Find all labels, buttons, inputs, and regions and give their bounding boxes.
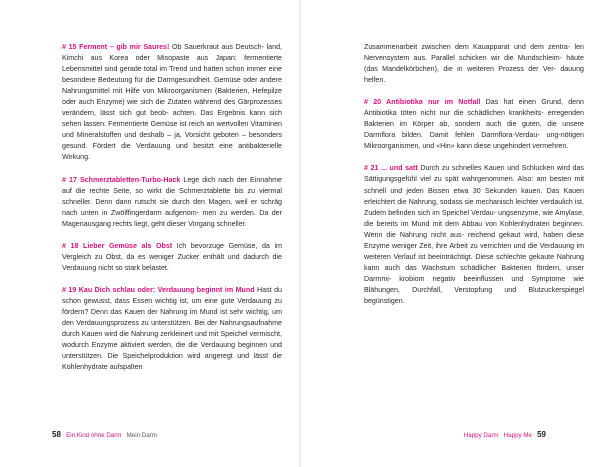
text-line: krobiom negativ beeinflussen und Symptome wie Blähungen, [364, 274, 584, 294]
text-line: während des Gärprozesses verändern, lässt sich gut beob- [62, 98, 282, 118]
text-line: weil er schräg nach unten in Zwölffingerdarm aufgenom- [62, 197, 282, 217]
book-title: Ein Kind ohne Darm [66, 432, 122, 439]
text-line: land, Kimchi aus Korea oder Misopaste aus Japan: fermentierte [62, 43, 282, 63]
text-line: das Wachstum schädlicher Bakterien fördern, unser Darmmi- [364, 263, 584, 283]
text-line: Gemüse ist reich an wertvollen Vitaminen und Mineralstoffen [62, 120, 282, 140]
text-line: erregenden Bakterien im Körper ab, sondern auch die guten, [364, 109, 584, 129]
section-21 [364, 163, 584, 307]
text-line: durch Kauen wird die Nahrung zerkleinert und mit Speichel vermischt, [62, 330, 282, 339]
right-footer [464, 430, 546, 439]
text-line: Antibiotika töten nicht nur die schädlichen krankheits- [364, 109, 544, 118]
text-line: Lebensmittel sind gerade total im Trend und hatten schon immer [62, 65, 267, 74]
section-heading: # 19 Kau Dich schlau oder: Verdauung beginnt im Mund [62, 285, 255, 294]
left-footer [52, 430, 157, 439]
text-line: und deshalb – ja, Vorsicht geboten – besonders gesund. Fördert [62, 131, 282, 151]
text-line: das Sättigungsgefühl viel zu spät wahrgenommen. Also: am [364, 164, 584, 184]
section-20 [364, 97, 584, 152]
section-19-continued [364, 42, 584, 86]
section-heading: # 15 Ferment – gib mir Saures! [62, 43, 170, 51]
text-line: Lege dich nach der [183, 175, 247, 184]
left-page-column [62, 42, 282, 373]
text-line: dauung helfen. [364, 65, 584, 85]
text-line: die Verdauung und besitzt eine antibakterielle Wirkung. [62, 142, 282, 162]
text-line: oder andere Nahrungsmittel mit Hilfe von Mikroorganismen [62, 76, 282, 96]
section-heading: # 21 ... und satt [364, 164, 418, 173]
section-heading: # 17 Schmerztabletten-Turbo-Hack [62, 175, 181, 184]
text-line: Einnahme auf die rechte Seite, so wirkt die Schmerztablette [62, 175, 282, 195]
text-line: Ob Sauerkraut aus Deutsch- [172, 43, 264, 51]
text-line: im Vergleich zu Obst, da es weniger Zucker enthält und dadurch [62, 241, 282, 261]
page-gutter [299, 0, 301, 467]
text-line: besten mit schnell und jeden Bissen etwa 30 Sekunden kauen. [364, 175, 584, 195]
section-15 [62, 42, 282, 164]
text-line: die unsere Darmflora bilden. Damit fehlen Darmflora-Verdau- [364, 120, 584, 140]
text-line: wodurch Enzyme aktiviert werden, die die Verdauung beginnen [62, 341, 268, 350]
text-line: Das hat einen Grund, denn [485, 98, 584, 107]
text-line: leichter verdaulich ist. Zudem befinden sich im Speichel Verdau- [364, 197, 584, 217]
text-line: eine besondere Bedeutung für die Darmgesundheit. Gemüse [62, 65, 282, 85]
text-line: ungsenzyme, wie Amylase, die bereits im Mund mit dem Abbau [364, 208, 584, 228]
text-line: len Nervensystem aus. Parallel schicken wir die Mundschleim- [364, 43, 584, 63]
page-number: 59 [537, 430, 546, 439]
text-line: reichend gekaut wird, haben diese Enzyme weniger Zeit, ihre [364, 230, 584, 250]
page-number: 58 [52, 430, 61, 439]
section-17 [62, 175, 282, 230]
section-name: Happy Me [503, 432, 532, 439]
right-page-column [364, 42, 584, 307]
text-line: den Verdauungsprozess zu unterstützen. Bei der Nahrungsaufnahme [62, 319, 282, 328]
section-name: Mein Darm [126, 432, 157, 439]
text-line: Arbeit zu verrichten und die Verdauung im weiteren Verlauf ist [364, 241, 584, 261]
text-line: von Kohlenhydraten beginnen. Wenn die Nahrung nicht aus- [364, 219, 584, 239]
text-line: fördern? Denn das Kauen der Nahrung im Mund ist sehr wichtig, um [62, 307, 282, 316]
text-line: Vorgang schneller. [188, 219, 247, 228]
section-heading: # 18 Lieber Gemüse als Obst [62, 241, 173, 250]
section-18 [62, 241, 282, 274]
text-line: Zusammenarbeit zwischen dem Kauapparat und dem zentra- [364, 43, 571, 51]
text-line: Hast du schon gewusst, dass Essen wichtig ist, um eine gute Verdauung zu [62, 285, 282, 305]
text-line: beeinträchtigt. Diese schlechte gekaute Nahrung kann auch [364, 252, 584, 272]
text-line: Ich bevorzuge Gemüse, da [176, 241, 270, 250]
section-19 [62, 285, 282, 373]
book-title: Happy Darm [463, 432, 499, 439]
section-heading: # 20 Antibiotika nur im Notfall [364, 98, 481, 107]
text-line: häute (das Mandelkörbchen), die in weiteren Prozess der Ver- [364, 54, 584, 74]
text-line: Das Kauen erleichtert die Nahrung, sodass sie mechanisch [364, 186, 584, 206]
text-line: ungehindert vermehren. [492, 142, 569, 151]
text-line: Durch zu schnelles Kauen und Schlucken wird [420, 164, 570, 173]
text-line: achten. Das Ergebnis kann sich sehen lassen: Fermentierte [62, 109, 282, 129]
text-line: und unterstützen. Die Speichelproduktion wird angeregt und lässt die Kohlenhydrate aufspalten [62, 341, 282, 372]
text-line: Durchfall, Verstopfung und Blutzuckerspiegel begünstigen. [364, 285, 584, 305]
text-line: ung-nötigen Mikroorganismen, und «Hin» kann diese [364, 131, 584, 151]
text-line: bis zu viermal schneller. Denn dann rutscht sie durch den Magen, [62, 186, 282, 206]
text-line: (Bakterien, Hefepilze oder auch Enzyme) wie sich die Zutaten [62, 87, 282, 107]
text-line: die Verdauung nicht so stark belastet. [62, 252, 282, 272]
text-line: men zu werden. Da der Magenausgang rechts liegt, geht dieser [62, 208, 282, 228]
